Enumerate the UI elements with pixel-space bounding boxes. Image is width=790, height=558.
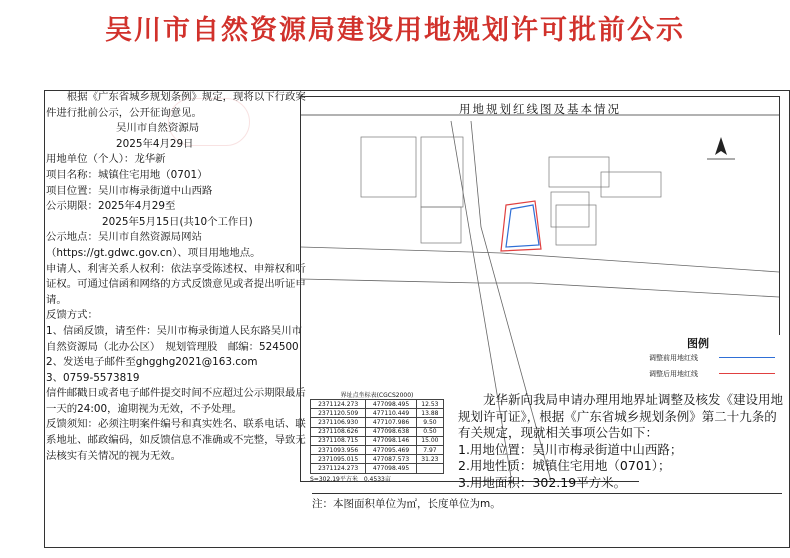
coordinate-row: [311, 455, 444, 464]
period-label: 公示期限：: [46, 200, 98, 213]
feedback-notice: 反馈须知：必须注明案件编号和真实姓名、联系电话、联系地址、邮政编码，如反馈信息不准确或不完整，导致无法核实有关情况的视为无效。: [46, 418, 306, 462]
coordinate-cell: 2371095.015: [311, 455, 366, 464]
coordinate-cell: [416, 464, 443, 473]
feedback-mail: 1、信函反馈，请至件：吴川市梅录街道人民东路吴川市自然资源局（北办公区） 规划管理股 邮编：524500: [46, 324, 302, 353]
coordinate-cell: 477107.986: [366, 418, 417, 427]
feedback-email[interactable]: 2、发送电子邮件至ghgghg2021@163.com: [46, 356, 258, 369]
map-footnote: 注：本图面积单位为㎡，长度单位为m。: [312, 493, 782, 511]
applicant-unit: 用地单位（个人）：龙华新: [46, 153, 166, 166]
coordinate-cell: 31.23: [416, 455, 443, 464]
coordinate-cell: 2371108.626: [311, 427, 366, 436]
coordinate-row: [311, 436, 444, 445]
coordinate-cell: 2371093.956: [311, 445, 366, 454]
notice-item-location: 1.用地位置：吴川市梅录街道中山西路；: [458, 441, 683, 457]
road-edge: [301, 247, 779, 272]
coordinate-cell: 2371124.273: [311, 464, 366, 473]
feedback-title: 反馈方式：: [46, 309, 98, 322]
coordinate-row: [311, 418, 444, 427]
map-title: 用地规划红线图及基本情况: [459, 102, 621, 116]
legend-title: 图例: [687, 337, 709, 350]
building-block: [361, 137, 416, 197]
coordinate-cell: 0.50: [416, 427, 443, 436]
legend-item-after: 调整后用地红线: [649, 370, 698, 378]
coordinate-row: [311, 464, 444, 473]
area-summary: S=302.19平方米 0.4533亩: [310, 475, 391, 483]
deadline-text: 信件邮戳日或者电子邮件提交时间不应超过公示期限最后一天的24:00，逾期视为无效，不予处理。: [46, 387, 306, 415]
coordinate-cell: 13.88: [416, 409, 443, 418]
publicity-method: 公示地点：吴川市自然资源局网站（https://gt.gdwc.gov.cn）、项目用地地点。: [46, 231, 261, 259]
project-location: 项目位置：吴川市梅录街道中山西路: [46, 184, 213, 197]
coordinate-cell: 477110.449: [366, 409, 417, 418]
coordinate-cell: 477095.469: [366, 445, 417, 454]
page-title: 吴川市自然资源局建设用地规划许可批前公示: [105, 15, 685, 46]
agency-name: 吴川市自然资源局: [116, 122, 200, 135]
coordinate-cell: 2371108.715: [311, 436, 366, 445]
rights-text: 申请人、利害关系人权利：依法享受陈述权、申辩权和听证权。可通过信函和网络的方式反馈意见或者提出听证申请。: [46, 262, 306, 306]
project-name: 项目名称：城镇住宅用地（0701）: [46, 168, 208, 181]
left-column: [46, 90, 308, 464]
north-arrow-icon: [707, 137, 735, 159]
coordinate-cell: 7.97: [416, 445, 443, 454]
legend-line-after: [719, 373, 775, 374]
building-block: [421, 137, 463, 207]
coordinate-cell: 2371106.930: [311, 418, 366, 427]
notice-item-nature: 2.用地性质：城镇住宅用地（0701）；: [458, 458, 671, 473]
coordinate-cell: 15.00: [416, 436, 443, 445]
coordinate-caption: 界址点坐标表(CGCS2000): [340, 392, 414, 399]
period-start: 2025年4月29至: [97, 200, 176, 213]
notice-text: [458, 392, 788, 491]
coordinate-cell: 12.53: [416, 400, 443, 409]
coordinate-cell: 477098.638: [366, 427, 417, 436]
building-block: [601, 172, 661, 197]
building-block: [549, 157, 609, 187]
road-edge: [301, 279, 779, 297]
notice-intro: 龙华新向我局申请办理用地界址调整及核发《建设用地规划许可证》，根据《广东省城乡规划条例》第二十九条的有关规定，现就相关事项公告如下：: [458, 392, 784, 440]
intro-text: 根据《广东省城乡规划条例》规定，现将以下行政案件进行批前公示，公开征询意见。: [46, 91, 306, 119]
pre-adjust-boundary: [506, 205, 539, 247]
feedback-phone: 3、0759-5573819: [46, 371, 140, 384]
period-end: 2025年5月15日(共10个工作日): [102, 215, 253, 228]
building-block: [551, 192, 589, 227]
coordinate-cell: 9.50: [416, 418, 443, 427]
coordinate-cell: 2371120.509: [311, 409, 366, 418]
coordinate-row: [311, 445, 444, 454]
coordinate-cell: 2371124.273: [311, 400, 366, 409]
coordinate-cell: 477098.495: [366, 400, 417, 409]
coordinate-row: [311, 409, 444, 418]
coordinate-row: [311, 427, 444, 436]
notice-item-area: 3.用地面积：302.19平方米。: [458, 474, 627, 490]
legend-item-before: 调整前用地红线: [649, 354, 698, 362]
coordinate-cell: 477087.573: [366, 455, 417, 464]
coordinate-cell: 477098.146: [366, 436, 417, 445]
building-block: [556, 205, 596, 245]
coordinate-cell: 477098.495: [366, 464, 417, 473]
building-block: [421, 207, 461, 243]
legend-line-before: [719, 357, 775, 358]
coordinate-row: [311, 400, 444, 409]
issue-date: 2025年4月29日: [116, 137, 194, 150]
coordinate-table: [310, 390, 444, 483]
